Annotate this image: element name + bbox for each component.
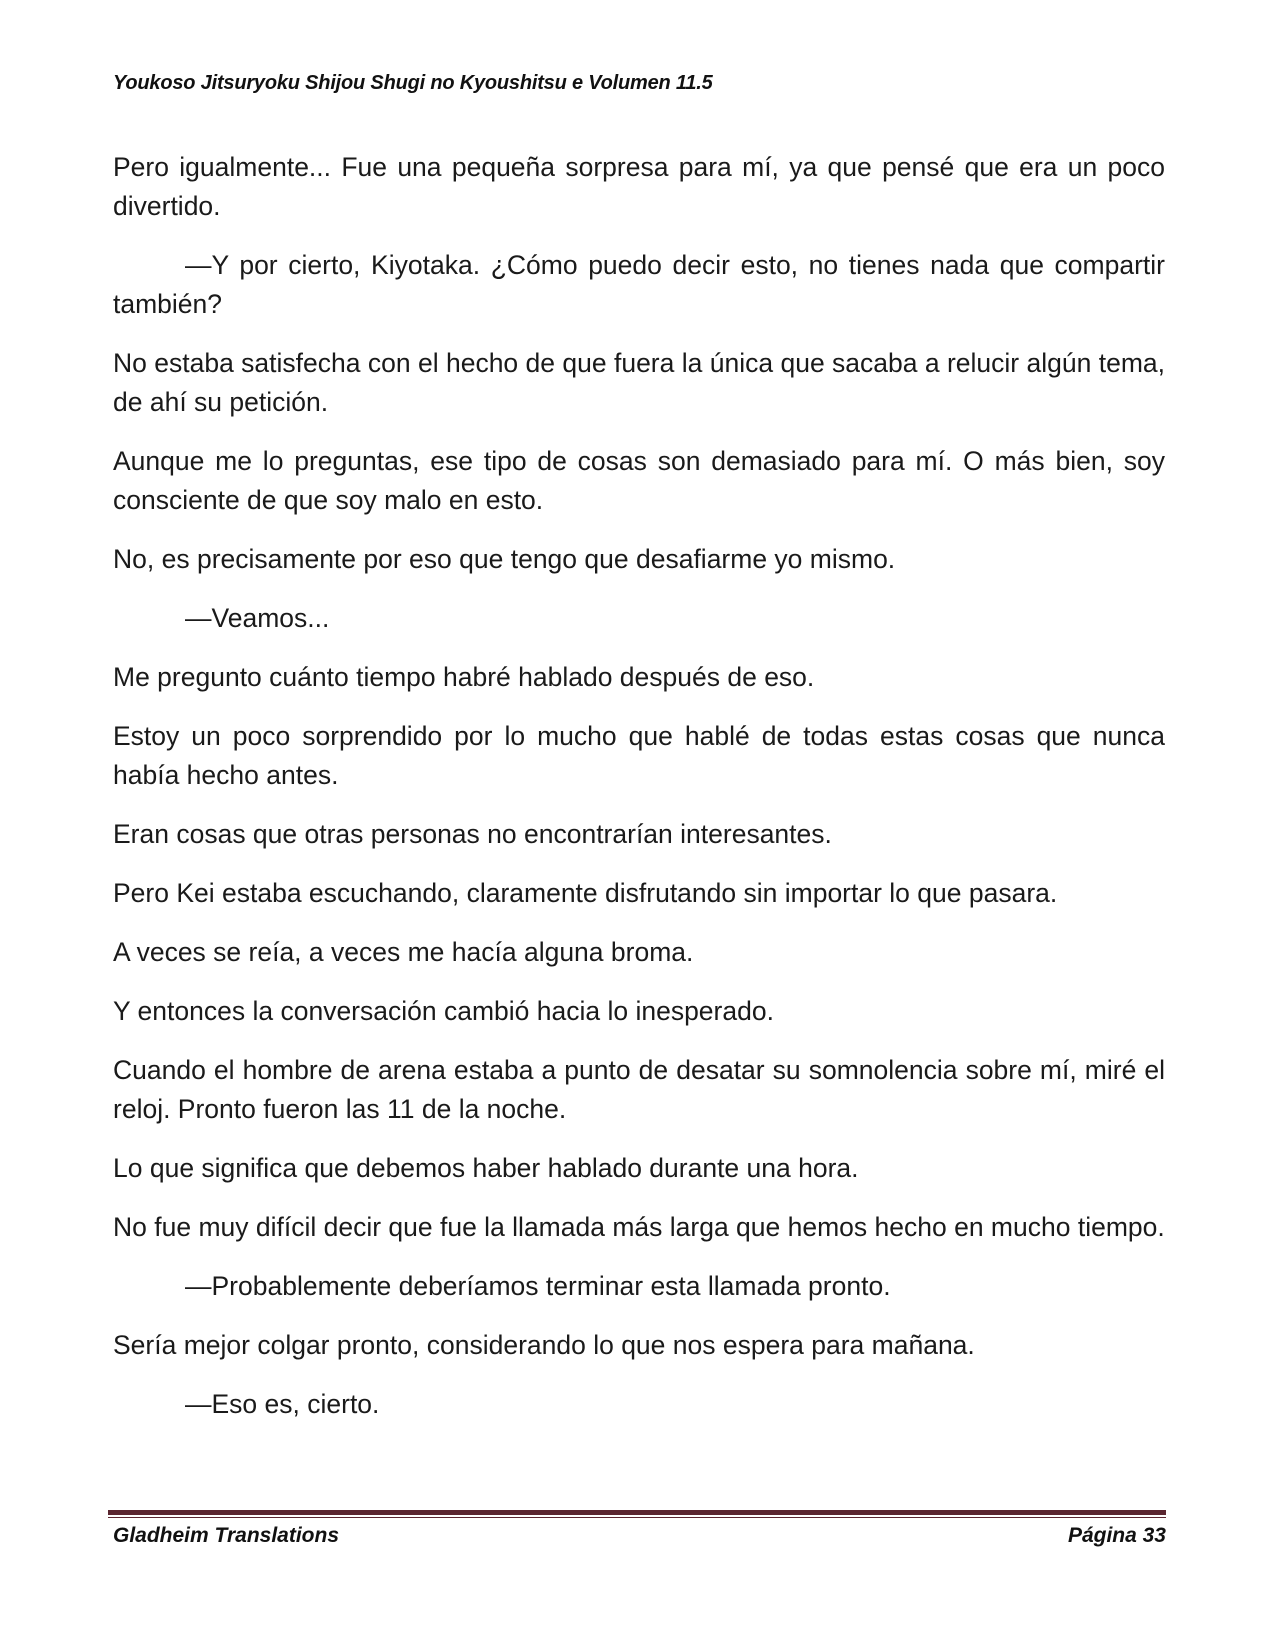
paragraph: Me pregunto cuánto tiempo habré hablado después de eso. xyxy=(113,662,815,692)
paragraph: No estaba satisfecha con el hecho de que fuera la única que sacaba a relucir algún tema, de ahí su petición. xyxy=(113,348,1165,417)
page-body xyxy=(113,148,1165,1444)
paragraph: Y entonces la conversación cambió hacia lo inesperado. xyxy=(113,996,774,1026)
paragraph: No, es precisamente por eso que tengo que desafiarme yo mismo. xyxy=(113,544,896,574)
paragraph: No fue muy difícil decir que fue la llamada más larga que hemos hecho en mucho tiempo. xyxy=(113,1212,1165,1242)
paragraph: Pero Kei estaba escuchando, claramente disfrutando sin importar lo que pasara. xyxy=(113,878,1058,908)
footer-page-number: Página 33 xyxy=(1067,1524,1166,1547)
paragraph: Pero igualmente... Fue una pequeña sorpresa para mí, ya que pensé que era un poco divertido. xyxy=(113,152,1165,221)
paragraph: Eran cosas que otras personas no encontrarían interesantes. xyxy=(113,819,832,849)
dialogue-paragraph: —Probablemente deberíamos terminar esta llamada pronto. xyxy=(185,1271,891,1301)
footer-divider xyxy=(108,1510,1166,1518)
dialogue-paragraph: —Veamos... xyxy=(185,603,330,633)
page-header-title: Youkoso Jitsuryoku Shijou Shugi no Kyoushitsu e Volumen 11.5 xyxy=(113,72,713,94)
paragraph: A veces se reía, a veces me hacía alguna broma. xyxy=(113,937,694,967)
paragraph: Estoy un poco sorprendido por lo mucho que hablé de todas estas cosas que nunca había hecho antes. xyxy=(113,721,1165,790)
dialogue-paragraph: —Y por cierto, Kiyotaka. ¿Cómo puedo decir esto, no tienes nada que compartir también? xyxy=(113,250,1165,319)
paragraph: Lo que significa que debemos haber hablado durante una hora. xyxy=(113,1153,859,1183)
paragraph: Aunque me lo preguntas, ese tipo de cosas son demasiado para mí. O más bien, soy consciente de que soy malo en esto. xyxy=(113,446,1165,515)
dialogue-paragraph: —Eso es, cierto. xyxy=(185,1389,380,1419)
paragraph: Cuando el hombre de arena estaba a punto de desatar su somnolencia sobre mí, miré el reloj. Pronto fueron las 11 de la noche. xyxy=(113,1055,1165,1124)
footer-translator-credit: Gladheim Translations xyxy=(113,1524,340,1547)
paragraph: Sería mejor colgar pronto, considerando lo que nos espera para mañana. xyxy=(113,1330,975,1360)
